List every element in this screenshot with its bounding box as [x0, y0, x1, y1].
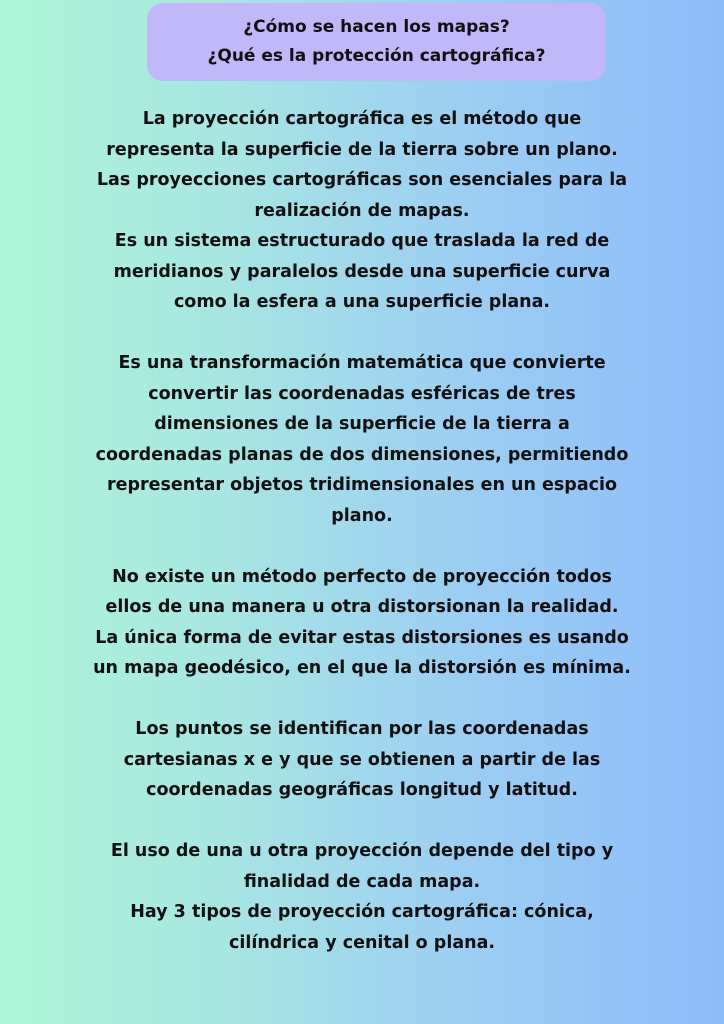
text-line: La proyección cartográfica es el método que: [142, 109, 582, 129]
title-banner: [147, 3, 606, 81]
text-line: realización de mapas.: [254, 200, 470, 221]
paragraph-transformation: [40, 348, 684, 531]
text-line: convertir las coordenadas esféricas de tres: [148, 383, 576, 404]
paragraph-coordinates: [40, 714, 684, 806]
text-line: dimensiones de la superficie de la tierra a: [154, 414, 570, 434]
text-line: Es una transformación matemática que convierte: [118, 353, 606, 373]
text-line: El uso de una u otra proyección depende del tipo y: [110, 841, 614, 861]
paragraph-definition: [40, 104, 684, 318]
text-line: un mapa geodésico, en el que la distorsión es mínima.: [93, 658, 631, 678]
page-title-line-2: ¿Qué es la protección cartográfica?: [207, 46, 546, 66]
paragraph-gap: [40, 318, 684, 349]
text-line: coordenadas planas de dos dimensiones, permitiendo: [95, 444, 629, 465]
text-line: meridianos y paralelos desde una superficie curva: [113, 261, 611, 282]
paragraph-projection-types: [40, 836, 684, 958]
text-line: finalidad de cada mapa.: [243, 871, 481, 892]
text-line: representar objetos tridimensionales en un espacio: [106, 475, 618, 495]
text-line: cartesianas x e y que se obtienen a partir de las: [123, 749, 601, 770]
text-line: plano.: [331, 505, 393, 526]
text-line: coordenadas geográficas longitud y latitud.: [146, 780, 578, 800]
text-line: Hay 3 tipos de proyección cartográfica: cónica,: [130, 902, 594, 922]
text-line: cilíndrica y cenital o plana.: [228, 932, 496, 953]
paragraph-gap: [40, 806, 684, 837]
text-line: La única forma de evitar estas distorsiones es usando: [95, 627, 629, 648]
text-line: No existe un método perfecto de proyección todos: [112, 566, 612, 587]
text-line: ellos de una manera u otra distorsionan la realidad.: [105, 597, 619, 617]
page-title-line-1: ¿Cómo se hacen los mapas?: [243, 17, 510, 37]
text-line: Es un sistema estructurado que traslada la red de: [114, 231, 610, 251]
paragraph-gap: [40, 531, 684, 562]
paragraph-gap: [40, 684, 684, 715]
text-line: Las proyecciones cartográficas son esenciales para la: [96, 170, 628, 190]
paragraph-distortion: [40, 562, 684, 684]
text-line: Los puntos se identifican por las coordenadas: [135, 719, 589, 739]
article-body: [40, 104, 684, 958]
text-line: representa la superficie de la tierra sobre un plano.: [106, 139, 618, 160]
text-line: como la esfera a una superficie plana.: [173, 292, 551, 312]
